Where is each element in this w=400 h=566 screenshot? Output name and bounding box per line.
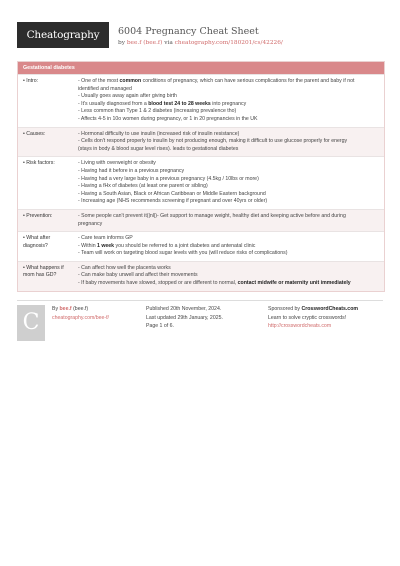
footer-by: By bbox=[52, 306, 59, 312]
text-run: - Can affect how well the placenta works bbox=[78, 264, 171, 271]
updated-date: Last updated 29th January, 2025. bbox=[146, 314, 223, 321]
row-content bbox=[70, 210, 384, 231]
sponsor-name[interactable]: CrosswordCheats.com bbox=[301, 306, 358, 312]
section-rows bbox=[18, 74, 384, 291]
row-label-line: • Intro: bbox=[23, 78, 39, 84]
footer-author-handle: (bee.f) bbox=[73, 306, 89, 312]
row-line bbox=[78, 131, 378, 139]
row-label bbox=[18, 75, 70, 127]
row-content bbox=[70, 262, 384, 291]
table-row bbox=[18, 156, 384, 209]
byline bbox=[118, 40, 283, 46]
text-run: - Less common than Type 1 & 2 diabetes (increasing prevalence tho) bbox=[78, 108, 237, 115]
sponsor-link[interactable]: http://crosswordcheats.com bbox=[268, 323, 332, 329]
table-row bbox=[18, 209, 384, 231]
text-run: - Affects 4-5 in 10o women during pregnancy, or 1 in 20 pregnancies in the UK bbox=[78, 115, 258, 122]
row-content bbox=[70, 157, 384, 209]
published-date: Published 20th November, 2024. bbox=[146, 306, 222, 312]
text-run: - Having a fHx of diabetes (at least one parent or sibling) bbox=[78, 183, 208, 190]
row-line bbox=[78, 93, 378, 101]
row-line bbox=[78, 78, 378, 86]
row-label bbox=[18, 262, 70, 291]
footer-author bbox=[52, 305, 109, 322]
row-line bbox=[78, 168, 378, 176]
text-run: - Usually goes away again after giving birth bbox=[78, 93, 177, 100]
text-run: - Team will work on targeting blood sugar levels with you (will reduce risks of complications) bbox=[78, 250, 288, 257]
row-label bbox=[18, 232, 70, 261]
text-run: conditions of pregnancy, which can have serious complications for the parent and baby if not bbox=[141, 78, 355, 84]
text-run: - Having had a very large baby in a previous pregnancy (4.5kg / 10lbs or more) bbox=[78, 175, 259, 182]
row-line bbox=[78, 198, 378, 206]
row-line bbox=[78, 101, 378, 109]
text-run: - Within bbox=[78, 242, 98, 249]
text-run: you should be referred to a joint diabetes and antenatal clinic bbox=[114, 242, 256, 249]
cheatography-logo[interactable]: Cheatography bbox=[17, 22, 109, 48]
page-title: 6004 Pregnancy Cheat Sheet bbox=[118, 26, 259, 37]
author-avatar: C bbox=[17, 305, 45, 341]
row-line bbox=[78, 116, 378, 124]
row-label-line: diagnosis? bbox=[23, 242, 48, 249]
row-line bbox=[78, 138, 378, 146]
footer-dates bbox=[146, 305, 223, 331]
page-number: Page 1 of 6. bbox=[146, 323, 174, 329]
row-label-line: • Causes: bbox=[23, 130, 46, 137]
text-run: - Having had it before in a previous pregnancy bbox=[78, 167, 185, 174]
sponsor-prefix: Sponsored by bbox=[268, 306, 301, 312]
row-label-line: • Risk factors: bbox=[23, 160, 55, 167]
row-line bbox=[78, 272, 378, 280]
text-run: - Some people can't prevent it(|nl|)- Get support to manage weight, healthy diet and keeping active before and during bbox=[78, 212, 346, 219]
row-line bbox=[78, 243, 378, 251]
row-label-line: • What after bbox=[23, 235, 51, 242]
byline-prefix: by bbox=[118, 40, 125, 46]
text-run: - Having a South Asian, Black or African Caribbean or Middle Eastern background bbox=[78, 190, 266, 197]
footer-divider bbox=[17, 300, 383, 301]
author-link[interactable]: bee.f (bee.f) bbox=[126, 40, 163, 46]
row-line bbox=[78, 235, 378, 243]
text-run: identified and managed bbox=[78, 85, 132, 92]
gestational-diabetes-section bbox=[17, 61, 385, 292]
row-line bbox=[78, 265, 378, 273]
text-run: (stays in body & blood sugar level rises). leads to gestational diabetes bbox=[78, 145, 239, 152]
row-content bbox=[70, 128, 384, 157]
via-text: via bbox=[164, 40, 173, 46]
row-line bbox=[78, 213, 378, 221]
row-content bbox=[70, 232, 384, 261]
bold-text: blood test 24 to 28 weeks bbox=[148, 100, 211, 107]
row-line bbox=[78, 86, 378, 94]
sponsor-tagline: Learn to solve cryptic crosswords! bbox=[268, 314, 347, 321]
text-run: - Increasing age (NHS recommends screening if pregnant and over 40yrs or older) bbox=[78, 198, 268, 205]
row-label bbox=[18, 128, 70, 157]
bold-text: common bbox=[119, 78, 142, 84]
row-line bbox=[78, 146, 378, 154]
text-run: - It's usually diagnosed from a bbox=[78, 100, 149, 107]
footer-author-link[interactable]: cheatography.com/bee-f/ bbox=[52, 314, 109, 321]
row-label bbox=[18, 157, 70, 209]
bold-text: contact midwife or maternity unit immediately bbox=[237, 280, 351, 287]
text-run: - Care team informs GP bbox=[78, 235, 133, 242]
row-line bbox=[78, 108, 378, 116]
row-line bbox=[78, 191, 378, 199]
text-run: - One of the most bbox=[78, 78, 120, 84]
bold-text: 1 week bbox=[97, 242, 115, 249]
section-title: Gestational diabetes bbox=[18, 62, 384, 74]
row-line bbox=[78, 183, 378, 191]
row-content bbox=[70, 75, 384, 127]
text-run: - Can make baby unwell and affect their movements bbox=[78, 272, 198, 279]
row-label-line: • Prevention: bbox=[23, 212, 53, 219]
row-line bbox=[78, 250, 378, 258]
text-run: into pregnancy bbox=[210, 100, 247, 107]
text-run: - Hormonal difficulty to use insulin (increased risk of insulin resistance) bbox=[78, 130, 240, 137]
row-line bbox=[78, 160, 378, 168]
row-label-line: • What happens if bbox=[23, 264, 64, 271]
sheet-url-link[interactable]: cheatography.com/180201/cs/42226/ bbox=[174, 40, 283, 46]
table-row bbox=[18, 127, 384, 157]
row-line bbox=[78, 280, 378, 288]
row-label-line: mom has GD? bbox=[23, 272, 57, 279]
row-line bbox=[78, 176, 378, 184]
footer-author-name[interactable]: bee.f bbox=[59, 306, 72, 312]
text-run: - Living with overweight or obesity bbox=[78, 160, 156, 167]
table-row bbox=[18, 231, 384, 261]
footer-sponsor bbox=[268, 305, 358, 331]
row-line bbox=[78, 221, 378, 229]
header bbox=[0, 0, 400, 56]
text-run: - If baby movements have slowed, stopped or are different to normal, bbox=[78, 280, 238, 287]
text-run: - Cells don't respond properly to insulin by not producing enough, making it difficult to use glucose properly for energy bbox=[78, 138, 348, 145]
text-run: pregnancy bbox=[78, 220, 103, 227]
row-label bbox=[18, 210, 70, 231]
table-row bbox=[18, 261, 384, 291]
table-row bbox=[18, 74, 384, 127]
